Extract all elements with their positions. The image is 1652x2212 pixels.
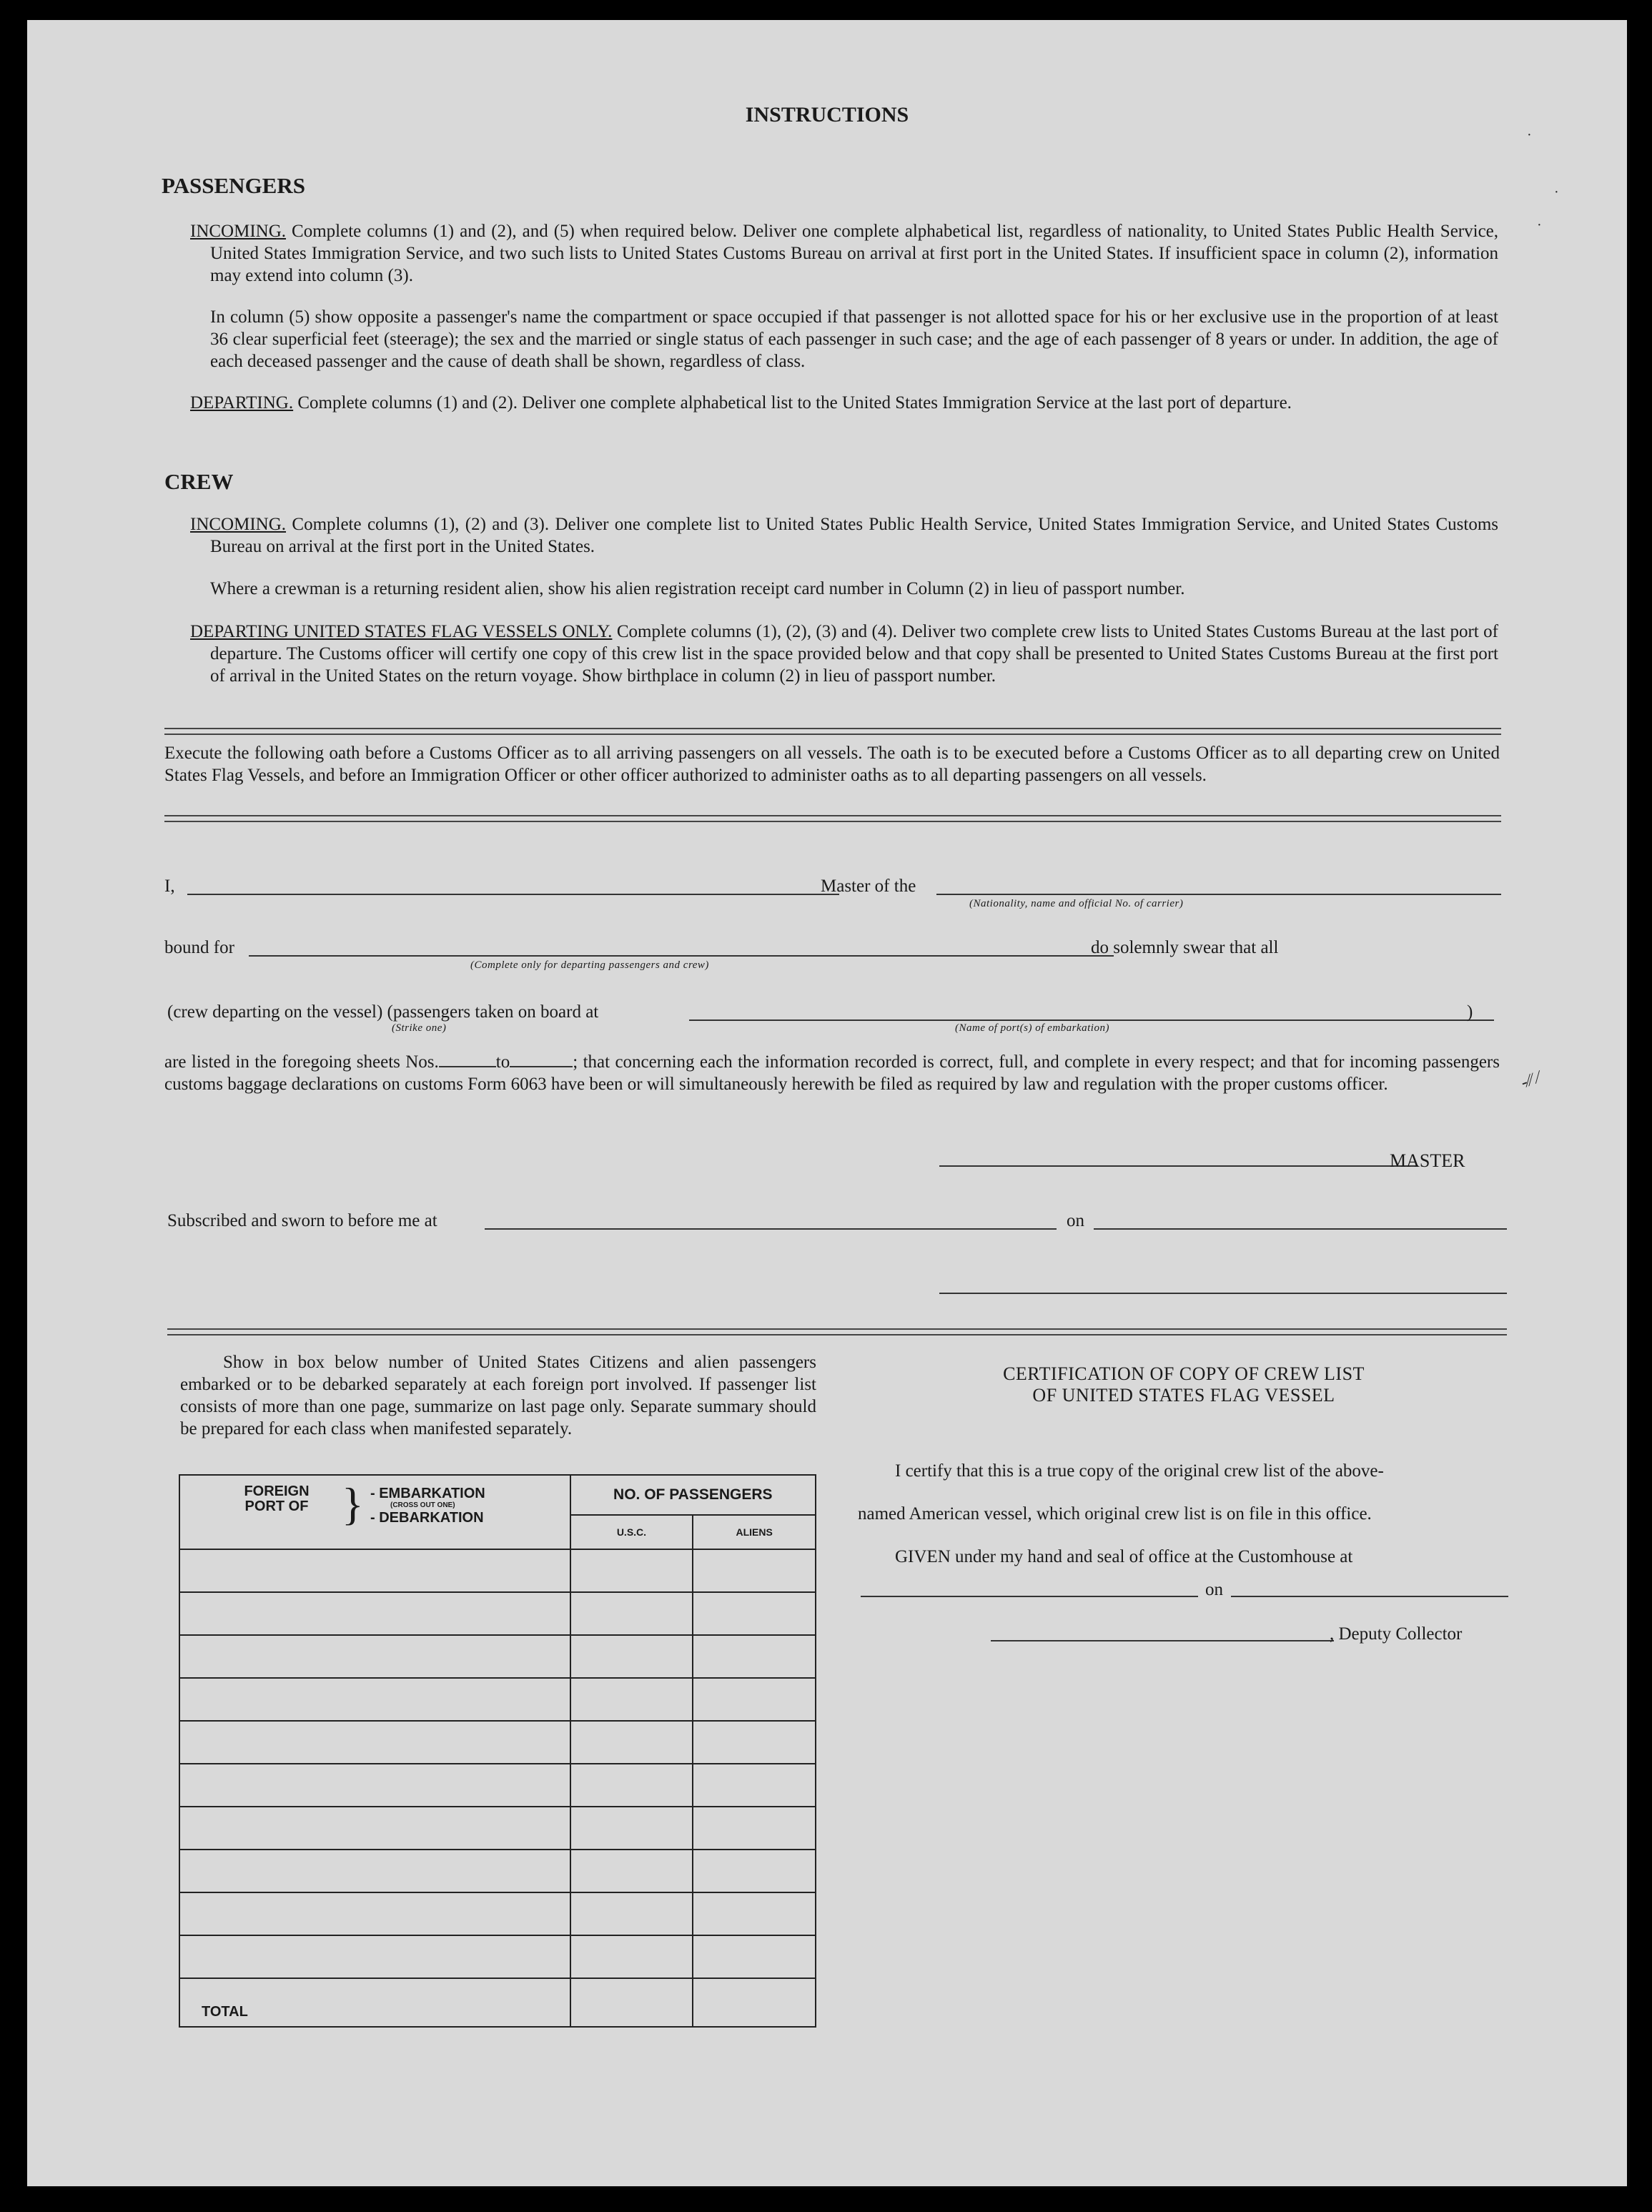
certify-line-1: I certify that this is a true copy of the original crew list of the above- bbox=[895, 1461, 1384, 1481]
deputy-collector-line[interactable] bbox=[991, 1640, 1334, 1641]
bound-for-line[interactable] bbox=[249, 955, 1114, 957]
aliens-cell[interactable] bbox=[693, 1721, 816, 1764]
passengers-departing-text: Complete columns (1) and (2). Deliver one complete alphabetical list to the United States Immigration Service at the last port of departure. bbox=[297, 393, 1292, 413]
port-cell[interactable] bbox=[179, 1592, 570, 1635]
master-signature-line[interactable] bbox=[939, 1165, 1418, 1167]
certification-date-line[interactable] bbox=[1231, 1596, 1508, 1597]
port-cell[interactable] bbox=[179, 1935, 570, 1978]
usc-cell[interactable] bbox=[570, 1635, 693, 1678]
aliens-cell[interactable] bbox=[693, 1807, 816, 1850]
port-cell[interactable] bbox=[179, 1678, 570, 1721]
master-name-line[interactable] bbox=[187, 894, 839, 895]
aliens-header: ALIENS bbox=[693, 1515, 816, 1549]
usc-header: U.S.C. bbox=[570, 1515, 693, 1549]
aliens-cell[interactable] bbox=[693, 1935, 816, 1978]
embarkation-label: - EMBARKATION bbox=[370, 1486, 485, 1501]
usc-cell[interactable] bbox=[570, 1850, 693, 1892]
port-cell[interactable] bbox=[179, 1549, 570, 1592]
usc-cell[interactable] bbox=[570, 1549, 693, 1592]
port-cell[interactable] bbox=[179, 1764, 570, 1807]
stray-mark: · bbox=[1554, 184, 1559, 200]
sheet-from-line[interactable] bbox=[439, 1055, 496, 1067]
usc-cell[interactable] bbox=[570, 1721, 693, 1764]
stray-mark: · bbox=[1527, 127, 1532, 143]
cross-out-label: (CROSS OUT ONE) bbox=[390, 1501, 455, 1509]
aliens-cell[interactable] bbox=[693, 1592, 816, 1635]
certify-line-2: named American vessel, which original crew list is on file in this office. bbox=[858, 1504, 1372, 1524]
oath-close-paren: ) bbox=[1467, 1002, 1473, 1022]
passengers-incoming-text: Complete columns (1) and (2), and (5) when required below. Deliver one complete alphabetical list, regardless of nationality, to United States Public Health Service, United States Immigration Service, and two such lists to United States Customs Bureau on arrival at first port in the United States. If insufficient space in column (2), information may extend into column (3). bbox=[210, 222, 1499, 285]
oath-bound-for: bound for bbox=[164, 938, 234, 957]
debarkation-label: - DEBARKATION bbox=[370, 1510, 484, 1526]
stray-mark: · bbox=[1537, 217, 1542, 233]
usc-cell[interactable] bbox=[570, 1892, 693, 1935]
aliens-cell[interactable] bbox=[693, 1850, 816, 1892]
aliens-cell[interactable] bbox=[693, 1549, 816, 1592]
foreign-port-of-label: FOREIGN PORT OF bbox=[244, 1483, 310, 1514]
divider bbox=[164, 728, 1501, 735]
aliens-cell[interactable] bbox=[693, 1764, 816, 1807]
usc-cell[interactable] bbox=[570, 1678, 693, 1721]
aliens-total-cell[interactable] bbox=[693, 1978, 816, 2027]
subscribed-date-line[interactable] bbox=[1094, 1228, 1507, 1230]
usc-total-cell[interactable] bbox=[570, 1978, 693, 2027]
crew-departing-paragraph bbox=[190, 621, 1498, 687]
crew-departing-text: Complete columns (1), (2), (3) and (4). Deliver two complete crew lists to United States Customs Bureau at the last port of departure. The Customs officer will certify one copy of this crew list in the space provided below and that copy shall be presented to United States Customs Bureau at the first port of arrival in the United States on the return voyage. Show birthplace in column (2) in lieu of passport number. bbox=[210, 622, 1498, 686]
crew-resident-paragraph: Where a crewman is a returning resident alien, show his alien registration receipt card number in Column (2) in lieu of passport number. bbox=[210, 579, 1185, 598]
master-label: MASTER bbox=[1390, 1150, 1465, 1171]
passengers-departing-label: DEPARTING. bbox=[190, 393, 294, 413]
oath-instruction: Execute the following oath before a Customs Officer as to all arriving passengers on all vessels. The oath is to be executed before a Customs Officer as to all departing crew on United States Flag Vessels, and before an Immigration Officer or other officer authorized to administer oaths as to all departing passengers on all vessels. bbox=[164, 744, 1500, 785]
no-of-passengers-header: NO. OF PASSENGERS bbox=[570, 1475, 816, 1515]
officer-signature-line[interactable] bbox=[939, 1293, 1507, 1294]
port-cell[interactable] bbox=[179, 1721, 570, 1764]
strike-caption: (Strike one) bbox=[392, 1022, 447, 1034]
certification-heading-2: OF UNITED STATES FLAG VESSEL bbox=[1032, 1385, 1335, 1406]
oath-listed-part2: ; that concerning each the information recorded is correct, full, and complete in every respect; and that for incoming passengers customs baggage declarations on customs Form 6063 have been or will simultaneously herewith be filed as required by law and regulation with the proper customs officer. bbox=[164, 1052, 1500, 1094]
certification-on-label: on bbox=[1205, 1580, 1223, 1599]
port-cell[interactable] bbox=[179, 1892, 570, 1935]
divider bbox=[167, 1328, 1507, 1335]
page-title: INSTRUCTIONS bbox=[745, 103, 909, 127]
crew-departing-label: DEPARTING UNITED STATES FLAG VESSELS ONLY. bbox=[190, 622, 613, 641]
port-cell[interactable] bbox=[179, 1635, 570, 1678]
pencil-scribble: -⁄⁄ ⁄ bbox=[1518, 1068, 1543, 1092]
oath-crew-departing: (crew departing on the vessel) (passengers taken on board at bbox=[167, 1002, 599, 1022]
oath-do-swear: do solemnly swear that all bbox=[1091, 938, 1279, 957]
total-label: TOTAL bbox=[179, 1978, 570, 2027]
aliens-cell[interactable] bbox=[693, 1678, 816, 1721]
oath-on-label: on bbox=[1067, 1211, 1084, 1230]
carrier-line[interactable] bbox=[936, 894, 1501, 895]
usc-cell[interactable] bbox=[570, 1764, 693, 1807]
oath-master-of-the: Master of the bbox=[821, 877, 916, 896]
passengers-heading: PASSENGERS bbox=[162, 173, 305, 198]
crew-incoming-label: INCOMING. bbox=[190, 515, 287, 534]
port-cell[interactable] bbox=[179, 1807, 570, 1850]
passenger-summary-table bbox=[179, 1474, 816, 2028]
oath-listed-paragraph bbox=[164, 1051, 1500, 1095]
oath-subscribed: Subscribed and sworn to before me at bbox=[167, 1211, 437, 1230]
oath-listed-part1: are listed in the foregoing sheets Nos. bbox=[164, 1052, 439, 1072]
passengers-incoming-paragraph bbox=[190, 220, 1498, 287]
ports-caption: (Name of port(s) of embarkation) bbox=[955, 1022, 1109, 1034]
foreign-port-header bbox=[179, 1475, 570, 1549]
bound-caption: (Complete only for departing passengers and crew) bbox=[470, 959, 709, 971]
aliens-cell[interactable] bbox=[693, 1635, 816, 1678]
crew-incoming-paragraph bbox=[190, 513, 1498, 558]
given-line: GIVEN under my hand and seal of office at the Customhouse at bbox=[895, 1547, 1353, 1566]
subscribed-place-line[interactable] bbox=[485, 1228, 1057, 1230]
port-cell[interactable] bbox=[179, 1850, 570, 1892]
passengers-departing-paragraph bbox=[190, 392, 1498, 414]
passengers-column5-paragraph: In column (5) show opposite a passenger's name the compartment or space occupied if that passenger is not allotted space for his or her exclusive use in the proportion of at least 36 clear superficial feet (steerage); the sex and the married or single status of each passenger in such case; and the age of each passenger of 8 years or under. In addition, the age of each deceased passenger and the cause of death shall be shown, regardless of class. bbox=[210, 307, 1498, 371]
brace-icon: } bbox=[342, 1478, 364, 1529]
carrier-caption: (Nationality, name and official No. of carrier) bbox=[969, 898, 1184, 909]
oath-listed-to: to bbox=[495, 1052, 510, 1072]
crew-heading: CREW bbox=[164, 469, 234, 494]
crew-incoming-text: Complete columns (1), (2) and (3). Deliver one complete list to United States Public Health Service, United States Immigration Service, and United States Customs Bureau on arrival at the first port in the United States. bbox=[210, 515, 1499, 556]
form-sheet bbox=[27, 20, 1627, 2186]
customhouse-line[interactable] bbox=[861, 1596, 1198, 1597]
deputy-collector-label: , Deputy Collector bbox=[1330, 1624, 1463, 1644]
certification-heading-1: CERTIFICATION OF COPY OF CREW LIST bbox=[1003, 1363, 1365, 1384]
aliens-cell[interactable] bbox=[693, 1892, 816, 1935]
divider bbox=[164, 815, 1501, 822]
oath-i-label: I, bbox=[164, 877, 175, 896]
port-embarkation-line[interactable] bbox=[689, 1019, 1494, 1021]
passengers-incoming-label: INCOMING. bbox=[190, 222, 287, 241]
usc-cell[interactable] bbox=[570, 1807, 693, 1850]
summary-instruction: Show in box below number of United States Citizens and alien passengers embarked or to be debarked separately at each foreign port involved. If passenger list consists of more than one page, summarize on last page only. Separate summary should be prepared for each class when manifested separately. bbox=[180, 1353, 816, 1438]
sheet-to-line[interactable] bbox=[510, 1055, 573, 1067]
usc-cell[interactable] bbox=[570, 1592, 693, 1635]
usc-cell[interactable] bbox=[570, 1935, 693, 1978]
